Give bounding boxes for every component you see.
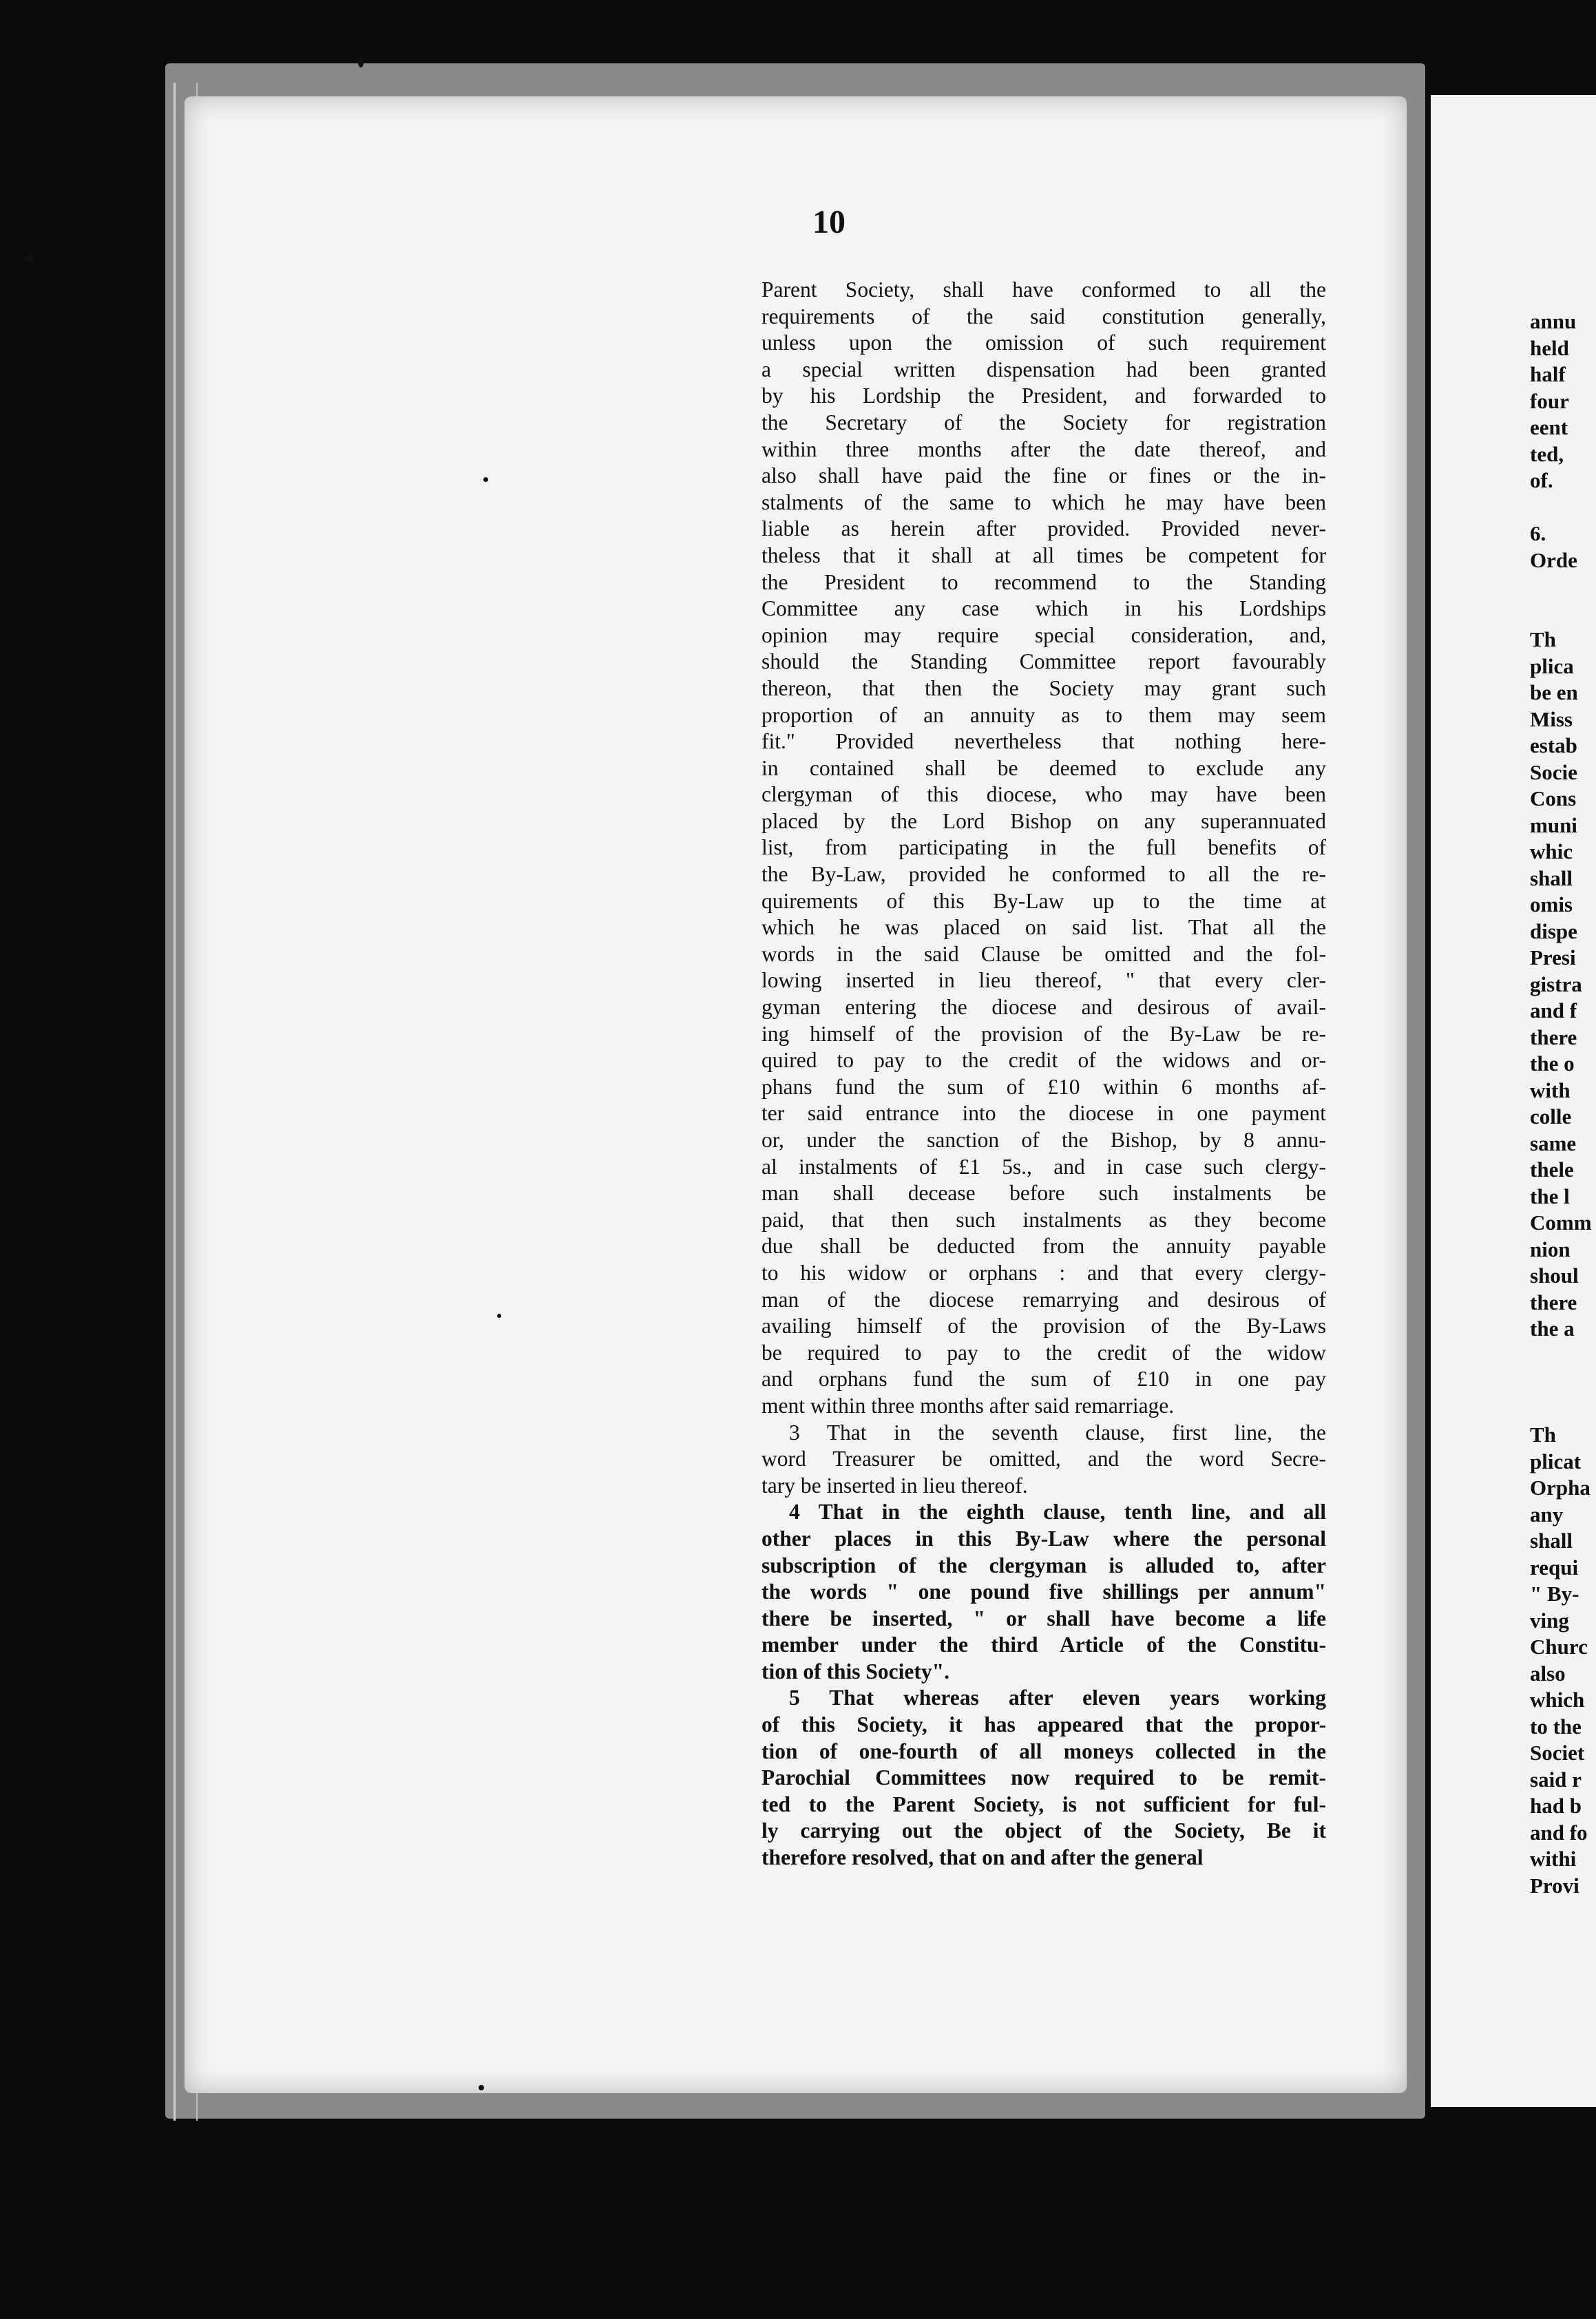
text-line: the By-Law, provided he conformed to all the re- <box>762 862 1326 887</box>
text-line: availing himself of the provision of the By-Laws <box>762 1314 1326 1339</box>
text-line: of this Society, it has appeared that the propor- <box>762 1712 1326 1737</box>
scan-speck <box>358 58 364 67</box>
text-line: list, from participating in the full benefits of <box>762 835 1326 860</box>
right-page-fragment: shall <box>1530 865 1573 890</box>
right-page-fragment: whic <box>1530 839 1573 863</box>
right-page-fragment: Orpha <box>1530 1476 1590 1500</box>
right-page-fragment: ted, <box>1530 441 1564 466</box>
text-line: tion of one-fourth of all moneys collected in the <box>762 1739 1326 1763</box>
right-page-fragment <box>1530 574 1585 600</box>
right-page-fragment: the a <box>1530 1316 1575 1341</box>
text-line: or, under the sanction of the Bishop, by 8 annu- <box>762 1128 1326 1152</box>
text-line: fit." Provided nevertheless that nothing here- <box>762 729 1326 754</box>
text-line: Committee any case which in his Lordships <box>762 596 1326 621</box>
right-page-fragment: the l <box>1530 1184 1570 1208</box>
right-page-fragment: eent <box>1530 415 1568 439</box>
text-line: ly carrying out the object of the Society, Be it <box>762 1818 1326 1843</box>
text-line: opinion may require special consideration, and, <box>762 622 1326 647</box>
text-line: Parochial Committees now required to be remit- <box>762 1765 1326 1790</box>
right-page-fragment: muni <box>1530 812 1577 837</box>
right-page-fragment: estab <box>1530 733 1577 757</box>
text-line: ing himself of the provision of the By-Law be re- <box>762 1021 1326 1046</box>
right-page-fragment <box>1530 1343 1585 1370</box>
scan-speck <box>479 2085 484 2090</box>
right-page-fragment: shall <box>1530 1529 1573 1553</box>
text-line: other places in this By-Law where the personal <box>762 1526 1326 1551</box>
right-page-fragment: nion <box>1530 1237 1571 1261</box>
right-page-fragment: any <box>1530 1502 1564 1526</box>
right-page-fragment: and f <box>1530 998 1577 1022</box>
right-page-fragment: the o <box>1530 1051 1575 1075</box>
right-page-fragment: 6. <box>1530 521 1546 545</box>
text-line: ter said entrance into the diocese in one payment <box>762 1101 1326 1126</box>
right-page-fragment: Presi <box>1530 945 1576 969</box>
text-line: lowing inserted in lieu thereof, " that every cler- <box>762 968 1326 993</box>
text-line: to his widow or orphans : and that every clergy- <box>762 1260 1326 1285</box>
text-line: 4 That in the eighth clause, tenth line, and all <box>789 1500 1326 1524</box>
right-page-fragment <box>1530 494 1585 521</box>
right-page-text-fragments <box>1530 308 1592 1899</box>
scan-speck <box>25 255 34 262</box>
right-page-fragment: there <box>1530 1025 1577 1049</box>
right-page-fragment: Th <box>1530 627 1556 651</box>
right-page-fragment: had b <box>1530 1794 1582 1818</box>
right-page-fragment: withi <box>1530 1847 1577 1871</box>
scan-speck <box>497 1314 501 1318</box>
text-line: ment within three months after said remarriage. <box>762 1393 1175 1418</box>
text-line: by his Lordship the President, and forwarded to <box>762 384 1326 408</box>
text-line: quirements of this By-Law up to the time at <box>762 888 1326 913</box>
right-page-fragment: Th <box>1530 1423 1556 1447</box>
right-page-fragment: plicat <box>1530 1449 1582 1473</box>
right-page-fragment: Socie <box>1530 759 1577 784</box>
right-page-fragment: said r <box>1530 1767 1582 1792</box>
text-line: tary be inserted in lieu thereof. <box>762 1473 1028 1498</box>
text-line: which he was placed on said list. That all the <box>762 915 1326 940</box>
text-line: the President to recommend to the Standing <box>762 569 1326 594</box>
text-line: subscription of the clergyman is alluded to, after <box>762 1553 1326 1577</box>
right-page-fragment: held <box>1530 335 1569 360</box>
text-line: the Secretary of the Society for registration <box>762 410 1326 434</box>
right-page-fragment: same <box>1530 1131 1577 1155</box>
text-line: words in the said Clause be omitted and the fol- <box>762 941 1326 966</box>
text-line: within three months after the date thereof, and <box>762 437 1326 461</box>
text-line: also shall have paid the fine or fines or the in- <box>762 463 1326 488</box>
right-page-fragment: Provi <box>1530 1873 1579 1898</box>
text-line: a special written dispensation had been granted <box>762 357 1326 381</box>
right-page-fragment: colle <box>1530 1104 1572 1129</box>
text-line: 3 That in the seventh clause, first line, the <box>789 1420 1326 1445</box>
right-page-fragment: with <box>1530 1078 1571 1102</box>
text-line: 5 That whereas after eleven years working <box>789 1686 1326 1710</box>
right-page-fragment: Orde <box>1530 547 1577 572</box>
right-page-fragment: of. <box>1530 468 1553 492</box>
right-page-fragment: thele <box>1530 1157 1574 1182</box>
right-page-fragment: omis <box>1530 892 1573 916</box>
text-line: be required to pay to the credit of the widow <box>762 1340 1326 1365</box>
text-line: in contained shall be deemed to exclude any <box>762 755 1326 780</box>
right-page-fragment: also <box>1530 1661 1566 1686</box>
right-page-fragment: " By- <box>1530 1582 1579 1606</box>
right-page-fragment: plica <box>1530 653 1574 678</box>
right-page-fragment: requi <box>1530 1555 1579 1580</box>
right-page-fragment: and fo <box>1530 1820 1588 1845</box>
right-page-fragment: which <box>1530 1688 1585 1712</box>
text-line: unless upon the omission of such requirement <box>762 330 1326 355</box>
right-page-fragment: gistra <box>1530 972 1582 996</box>
text-line: theless that it shall at all times be competent for <box>762 543 1326 567</box>
text-line: paid, that then such instalments as they become <box>762 1207 1326 1232</box>
text-line: proportion of an annuity as to them may seem <box>762 702 1326 727</box>
text-line: due shall be deducted from the annuity payable <box>762 1234 1326 1259</box>
text-line: man of the diocese remarrying and desirous of <box>762 1287 1326 1312</box>
text-line: and orphans fund the sum of £10 in one pay <box>762 1367 1326 1392</box>
right-page-fragment: be en <box>1530 680 1578 704</box>
page-number: 10 <box>812 204 846 240</box>
text-line: tion of this Society". <box>762 1659 949 1683</box>
text-line: member under the third Article of the Constitu- <box>762 1633 1326 1657</box>
right-page-fragment <box>1530 1396 1585 1423</box>
right-page-fragment: Societ <box>1530 1741 1585 1765</box>
scan-speck <box>483 477 488 482</box>
text-line: gyman entering the diocese and desirous of avail- <box>762 995 1326 1020</box>
right-page-fragment: to the <box>1530 1714 1582 1739</box>
right-page-fragment <box>1530 1369 1585 1396</box>
text-line: thereon, that then the Society may grant such <box>762 675 1326 700</box>
text-line: there be inserted, " or shall have become a life <box>762 1606 1326 1630</box>
text-line: word Treasurer be omitted, and the word Secre- <box>762 1447 1326 1471</box>
text-line: phans fund the sum of £10 within 6 months af- <box>762 1074 1326 1099</box>
right-page-fragment: four <box>1530 388 1569 413</box>
text-line: the words " one pound five shillings per annum" <box>762 1580 1326 1604</box>
text-line: clergyman of this diocese, who may have been <box>762 782 1326 807</box>
right-page-fragment: ving <box>1530 1608 1569 1633</box>
text-line: should the Standing Committee report favourably <box>762 649 1326 674</box>
text-line: al instalments of £1 5s., and in case such clergy- <box>762 1154 1326 1179</box>
text-line: liable as herein after provided. Provided never- <box>762 516 1326 541</box>
text-line: man shall decease before such instalments be <box>762 1181 1326 1206</box>
right-page-fragment: Cons <box>1530 786 1577 810</box>
text-line: requirements of the said constitution generally, <box>762 304 1326 328</box>
right-page-fragment <box>1530 600 1585 627</box>
right-page-fragment: there <box>1530 1290 1577 1314</box>
right-page-fragment: Miss <box>1530 706 1573 731</box>
text-line: therefore resolved, that on and after the general <box>762 1845 1204 1870</box>
right-page-fragment: dispe <box>1530 919 1577 943</box>
text-line: quired to pay to the credit of the widows and or- <box>762 1048 1326 1073</box>
right-page-fragment: Comm <box>1530 1210 1592 1235</box>
text-line: placed by the Lord Bishop on any superannuated <box>762 808 1326 833</box>
right-page-fragment: shoul <box>1530 1263 1579 1288</box>
right-page-fragment: Churc <box>1530 1635 1588 1659</box>
right-page-fragment: half <box>1530 362 1566 386</box>
text-line: Parent Society, shall have conformed to all the <box>762 277 1326 302</box>
main-text-column <box>762 277 1326 1871</box>
text-line: stalments of the same to which he may have been <box>762 490 1326 514</box>
text-line: ted to the Parent Society, is not sufficient for ful- <box>762 1792 1326 1816</box>
right-page-fragment: annu <box>1530 309 1577 333</box>
